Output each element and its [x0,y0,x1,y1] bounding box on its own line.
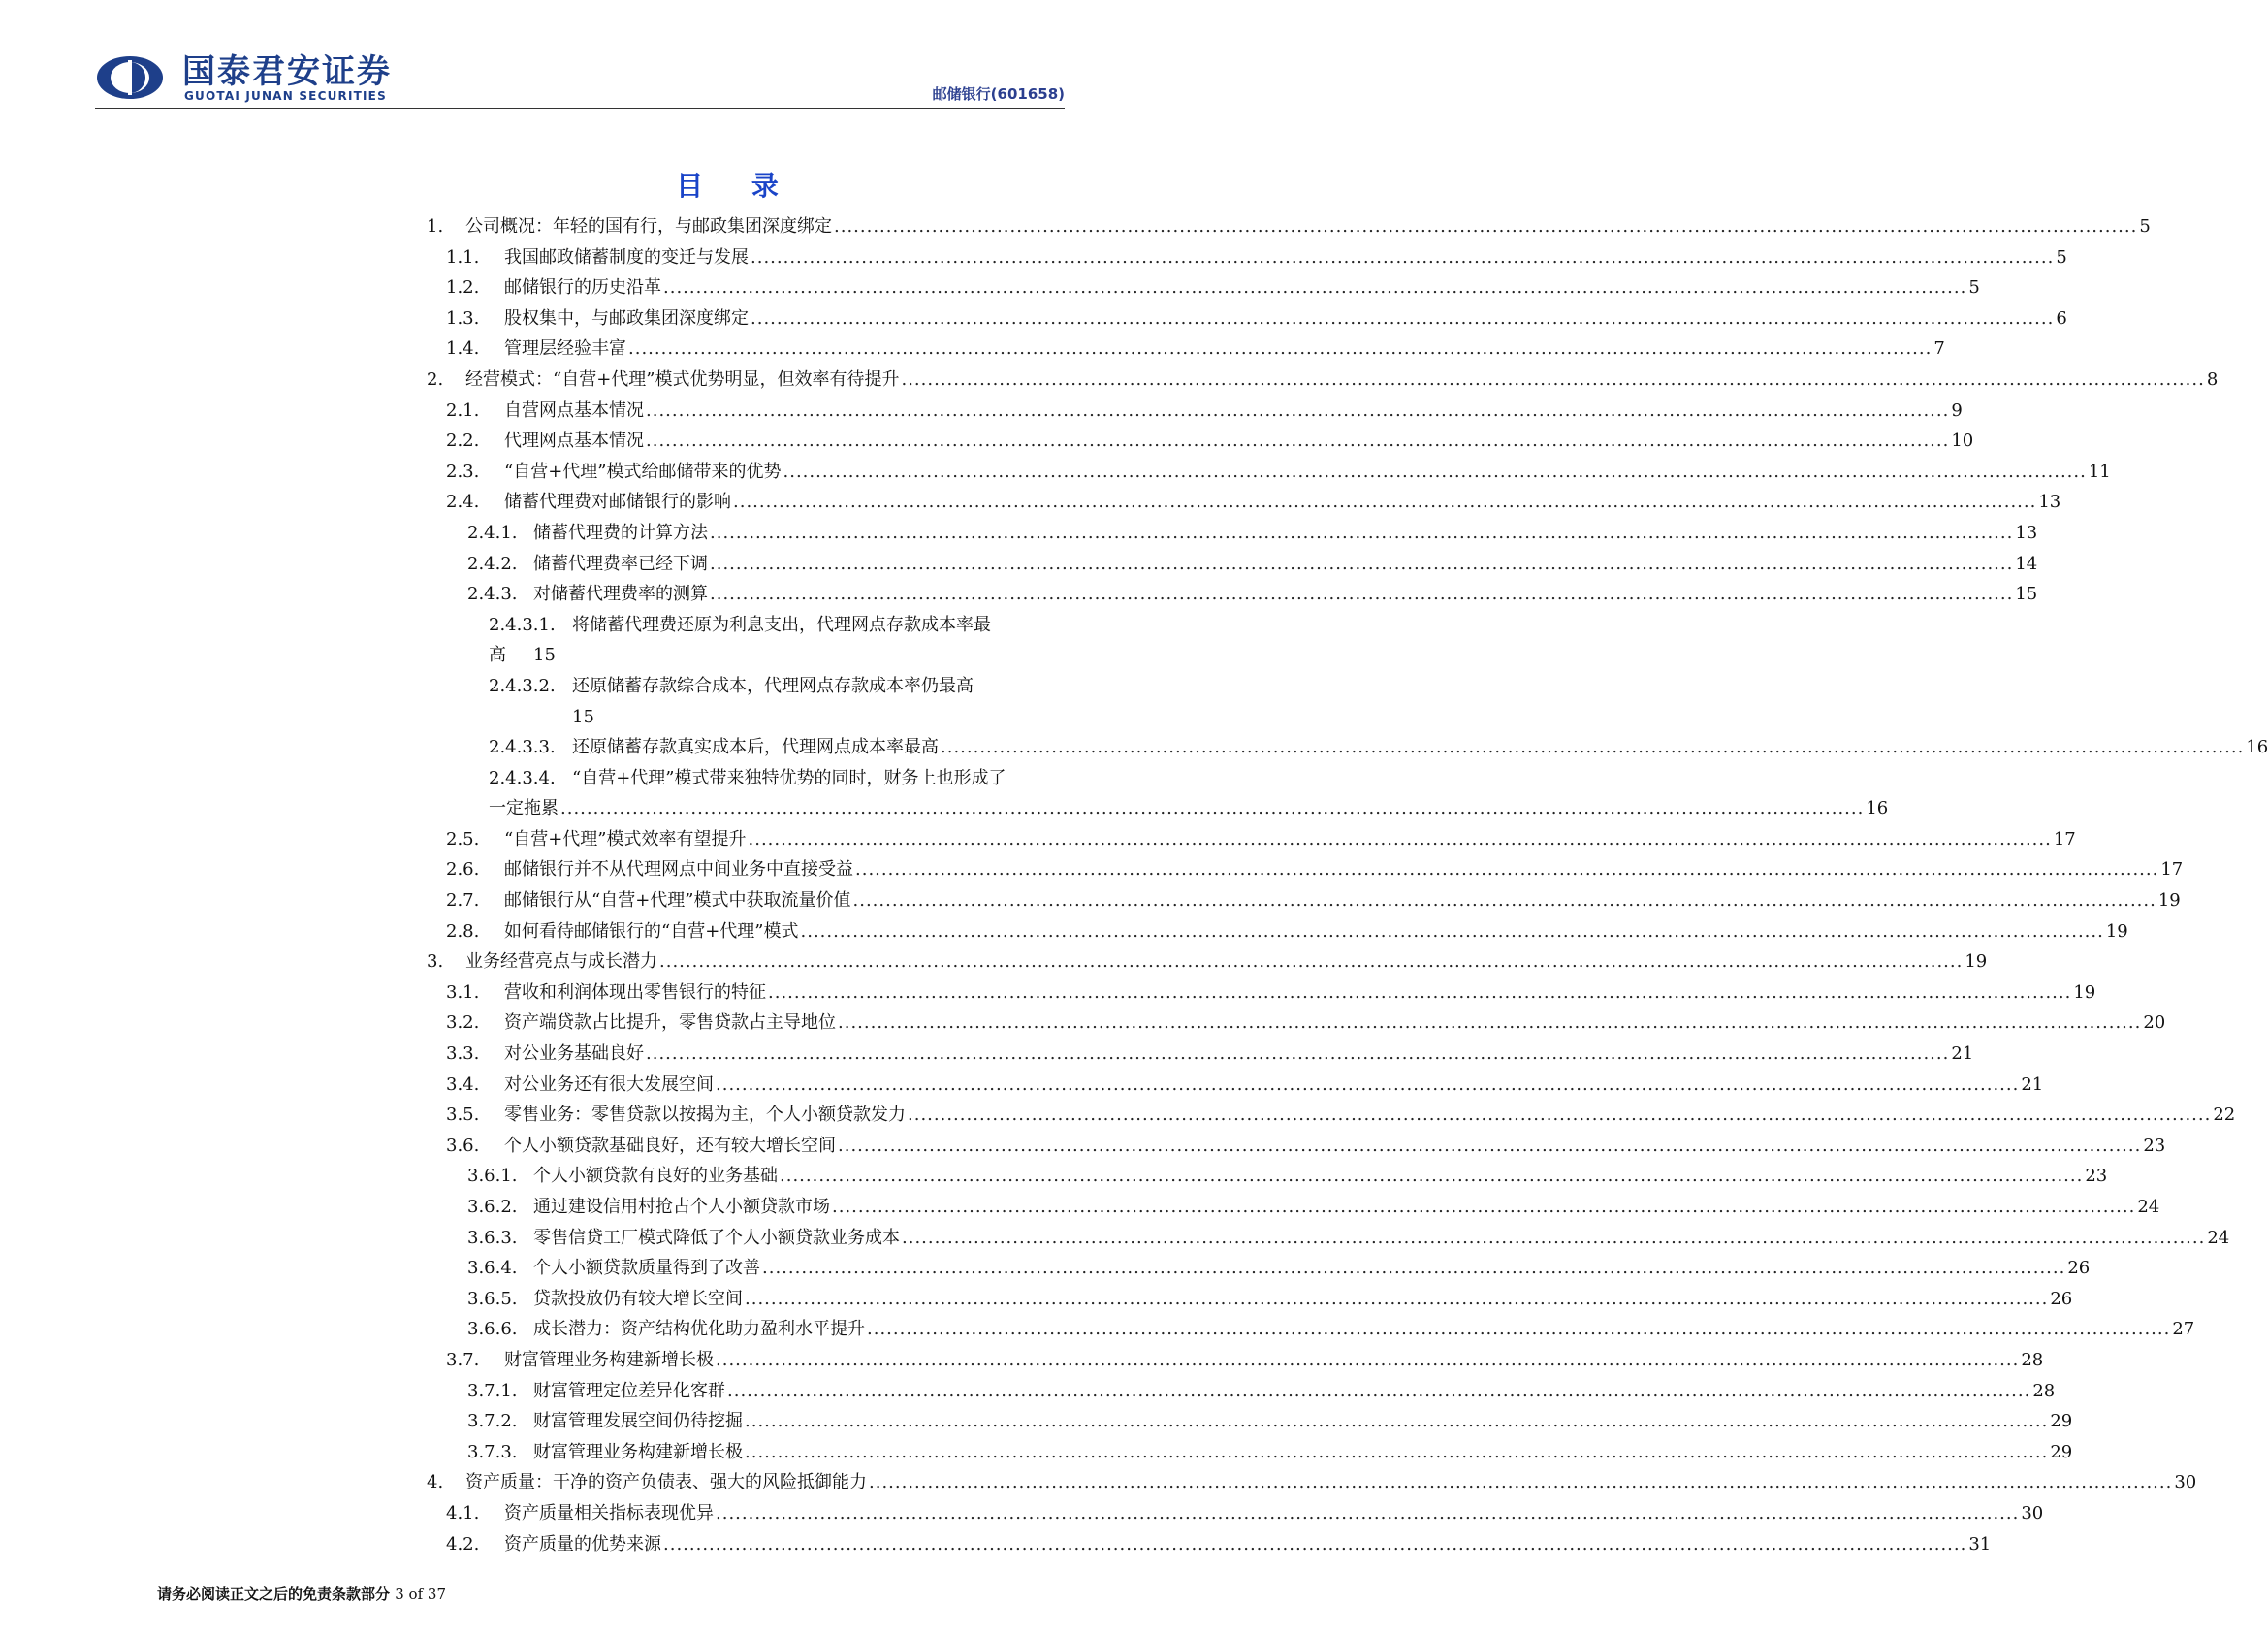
toc-entry-number: 3.6.3. [467,1227,518,1248]
toc-leader-dots [838,1008,2141,1039]
toc-entry-page: 24 [2137,1197,2160,1217]
toc-leader-dots [663,272,1966,304]
footer-disclaimer: 请务必阅读正文之后的免责条款部分 [157,1585,391,1603]
toc-entry[interactable] [427,1314,2195,1345]
toc-entry-number: 3.1. [446,981,480,1003]
toc-leader-dots [855,854,2158,885]
toc-entry-number: 1.2. [446,277,480,299]
toc-entry-page: 13 [2015,522,2038,543]
toc-entry-text: 财富管理定位差异化客群 [533,1380,725,1401]
toc-entry-text-cont: 高 [489,645,506,666]
toc-entry-text: 股权集中，与邮政集团深度绑定 [504,307,749,329]
toc-entry-text: 代理网点基本情况 [504,431,644,452]
toc-entry-page: 9 [1951,400,1963,421]
toc-entry-page: 15 [533,645,556,666]
toc-entry-page: 26 [2067,1258,2091,1279]
toc-entry-text: 储蓄代理费对邮储银行的影响 [504,492,731,513]
header-divider [95,108,1065,109]
toc-entry-number: 2.4.2. [467,553,518,574]
toc-leader-dots [646,1039,1949,1070]
toc-entry[interactable] [427,854,2184,885]
toc-entry-number: 3.5. [446,1105,480,1126]
toc-entry-text: 将储蓄代理费还原为利息支出，代理网点存款成本率最 [572,614,991,635]
toc-entry-number: 4.1. [446,1502,480,1523]
toc-entry-number: 3.6.1. [467,1166,518,1187]
toc-entry[interactable] [427,1284,2073,1315]
toc-entry-text: 如何看待邮储银行的“自营+代理”模式 [504,920,799,942]
toc-entry[interactable] [427,977,2096,1009]
toc-entry-number: 2.4.3. [467,584,518,605]
toc-entry-page: 19 [2105,920,2128,942]
toc-entry-text: “自营+代理”模式带来独特优势的同时，财务上也形成了 [572,767,1006,788]
toc-leader-dots [751,304,2054,335]
toc-entry-page: 21 [1951,1043,1974,1065]
toc-entry[interactable] [427,518,2038,549]
toc-entry-page: 16 [2246,737,2268,758]
toc-leader-dots [838,1131,2141,1162]
footer-page-number: 3 of 37 [395,1585,446,1603]
toc-leader-dots [560,793,1864,824]
toc-entry-text: 管理层经验丰富 [504,338,626,360]
toc-entry-number: 1.1. [446,246,480,268]
toc-entry-page: 29 [2050,1441,2073,1462]
toc-entry-page: 28 [2021,1349,2044,1370]
toc-entry[interactable] [427,457,2111,488]
toc-entry-number: 2.4.3.3. [489,737,556,758]
toc-entry-number: 3.6.4. [467,1258,518,1279]
toc-entry-page: 10 [1951,431,1974,452]
toc-entry[interactable] [427,272,1980,304]
toc-entry-text: 财富管理业务构建新增长极 [533,1441,743,1462]
toc-leader-dots [710,549,2013,580]
toc-entry[interactable] [427,1467,2197,1498]
toc-leader-dots [745,1437,2048,1468]
toc-entry-number: 3.7.2. [467,1411,518,1432]
toc-entry-number: 3. [427,951,444,973]
toc-entry-text: 个人小额贷款有良好的业务基础 [533,1166,778,1187]
toc-entry[interactable] [427,1192,2160,1223]
toc-entry-number: 4.2. [446,1533,480,1554]
toc-entry-number: 3.4. [446,1073,480,1095]
toc-entry-page: 30 [2021,1502,2044,1523]
toc-entry-text: 资产端贷款占比提升，零售贷款占主导地位 [504,1012,836,1034]
toc-entry-page: 23 [2143,1135,2166,1156]
toc-entry-text: 邮储银行并不从代理网点中间业务中直接受益 [504,859,853,881]
logo-chinese-name: 国泰君安证券 [182,52,392,91]
toc-entry[interactable] [427,1008,2166,1039]
toc-entry-text: 资产质量：干净的资产负债表、强大的风险抵御能力 [465,1472,867,1493]
toc-leader-dots [941,732,2244,763]
toc-entry[interactable] [427,334,1945,365]
toc-entry-page: 20 [2143,1012,2166,1034]
toc-entry-number: 2.4.3.2. [489,675,556,696]
toc-entry-text: 自营网点基本情况 [504,400,644,421]
toc-entry[interactable] [427,1406,2073,1437]
toc-entry-page: 5 [2056,246,2067,268]
toc-entry-text-cont: 一定拖累 [489,798,559,819]
toc-entry-number: 3.6.5. [467,1288,518,1309]
toc-entry-page: 16 [1866,798,1889,819]
toc-entry-number: 3.6.6. [467,1319,518,1340]
toc-entry[interactable] [427,1376,2056,1407]
toc-leader-dots [902,1223,2205,1254]
toc-leader-dots [853,885,2156,916]
toc-entry-text: 个人小额贷款基础良好，还有较大增长空间 [504,1135,836,1156]
toc-entry-page: 31 [1968,1533,1992,1554]
toc-entry-number: 2.4.3.1. [489,614,556,635]
toc-entry-page: 28 [2032,1380,2056,1401]
toc-entry-number: 3.6. [446,1135,480,1156]
toc-entry[interactable] [427,426,1974,457]
toc-leader-dots [869,1467,2172,1498]
toc-entry[interactable] [427,732,2268,763]
toc-entry-page: 14 [2015,553,2038,574]
toc-entry-text: 还原储蓄存款综合成本，代理网点存款成本率仍最高 [572,675,974,696]
toc-entry-page: 17 [2053,828,2076,849]
toc-entry-number: 2.7. [446,890,480,912]
toc-entry[interactable] [427,916,2128,947]
toc-entry[interactable] [427,1498,2044,1529]
toc-entry-number: 3.7.1. [467,1380,518,1401]
toc-entry-text: 业务经营亮点与成长潜力 [465,951,657,973]
toc-entry[interactable] [427,885,2181,916]
toc-entry-number: 2.6. [446,859,480,881]
toc-entry[interactable] [427,1253,2091,1284]
toc-leader-dots [663,1529,1966,1560]
toc-entry-number: 2.2. [446,431,480,452]
toc-leader-dots [710,518,2013,549]
toc-leader-dots [646,396,1949,427]
toc-entry-number: 1. [427,216,444,237]
toc-entry-page: 22 [2213,1105,2236,1126]
toc-entry[interactable] [427,1223,2230,1254]
toc-entry-text: 零售信贷工厂模式降低了个人小额贷款业务成本 [533,1227,900,1248]
toc-leader-dots [659,946,1963,977]
toc-entry-page: 23 [2085,1166,2108,1187]
toc-entry-text: “自营+代理”模式给邮储带来的优势 [504,461,782,482]
toc-entry-page: 29 [2050,1411,2073,1432]
toc-entry[interactable] [427,946,1988,977]
toc-entry-text: 经营模式：“自营+代理”模式优势明显，但效率有待提升 [465,368,900,390]
toc-leader-dots [745,1284,2048,1315]
toc-entry-text: 还原储蓄存款真实成本后，代理网点成本率最高 [572,737,939,758]
toc-leader-dots [733,487,2036,518]
toc-entry[interactable] [427,1437,2073,1468]
toc-entry-number: 3.7. [446,1349,480,1370]
toc-entry[interactable] [427,1039,1974,1070]
toc-leader-dots [716,1498,2019,1529]
toc-entry-text: 零售业务：零售贷款以按揭为主，个人小额贷款发力 [504,1105,906,1126]
toc-leader-dots [710,579,2013,610]
toc-entry-text: 我国邮政储蓄制度的变迁与发展 [504,246,749,268]
toc-entry[interactable] [427,1345,2044,1376]
toc-entry-page: 19 [1965,951,1988,973]
toc-entry-number: 2.4.1. [467,522,518,543]
toc-entry[interactable] [427,1529,1992,1560]
page-footer [157,1584,446,1604]
toc-entry-page: 7 [1933,338,1945,360]
toc-entry-page: 15 [2015,584,2038,605]
toc-leader-dots [646,426,1949,457]
toc-entry-number: 2.3. [446,461,480,482]
table-of-contents [427,211,2268,1559]
toc-entry[interactable] [427,487,2061,518]
toc-entry-text: 对储蓄代理费率的测算 [533,584,708,605]
toc-entry-text: 对公业务还有很大发展空间 [504,1073,714,1095]
toc-leader-dots [783,457,2087,488]
toc-leader-dots [762,1253,2065,1284]
toc-entry-page: 17 [2160,859,2184,881]
toc-entry[interactable] [427,211,2151,242]
toc-leader-dots [628,334,1932,365]
toc-entry-number: 2. [427,368,444,390]
toc-entry-text: 营收和利润体现出零售银行的特征 [504,981,766,1003]
toc-leader-dots [768,977,2071,1009]
toc-entry[interactable] [427,365,2219,396]
toc-entry[interactable] [427,396,1963,427]
toc-entry-page: 19 [2157,890,2181,912]
page-header [95,52,1065,109]
report-subject: 邮储银行(601658) [932,85,1065,103]
toc-entry-page: 5 [2139,216,2151,237]
toc-leader-dots [716,1345,2019,1376]
toc-leader-dots [901,365,2204,396]
toc-entry-text: 财富管理发展空间仍待挖掘 [533,1411,743,1432]
toc-entry-number: 3.7.3. [467,1441,518,1462]
toc-entry-page: 26 [2050,1288,2073,1309]
toc-entry[interactable] [427,1100,2236,1131]
toc-leader-dots [834,211,2137,242]
toc-entry-text: 邮储银行的历史沿革 [504,277,661,299]
toc-leader-dots [745,1406,2048,1437]
toc-entry-text: 资产质量相关指标表现优异 [504,1502,714,1523]
toc-entry-number: 3.6.2. [467,1197,518,1217]
toc-entry-text: 成长潜力：资产结构优化助力盈利水平提升 [533,1319,865,1340]
toc-entry-text: “自营+代理”模式效率有望提升 [504,828,747,849]
toc-entry[interactable] [427,1161,2108,1192]
toc-entry-page: 19 [2073,981,2096,1003]
toc-entry-page: 24 [2207,1227,2230,1248]
toc-entry[interactable] [427,824,2076,855]
toc-entry-page: 30 [2174,1472,2197,1493]
toc-entry-page: 5 [1968,277,1980,299]
toc-entry[interactable] [427,1131,2166,1162]
toc-entry-number: 2.4. [446,492,480,513]
toc-entry[interactable] [427,610,1067,671]
toc-leader-dots [780,1161,2083,1192]
toc-entry-page: 21 [2021,1073,2044,1095]
toc-entry-number: 3.2. [446,1012,480,1034]
toc-entry-text: 贷款投放仍有较大增长空间 [533,1288,743,1309]
toc-entry[interactable] [427,763,1889,824]
toc-entry-text: 储蓄代理费率已经下调 [533,553,708,574]
toc-entry-number: 2.8. [446,920,480,942]
toc-entry-number: 2.4.3.4. [489,767,556,788]
toc-leader-dots [727,1376,2030,1407]
toc-entry-number: 2.1. [446,400,480,421]
toc-entry-page: 11 [2088,461,2111,482]
toc-entry-page: 15 [572,706,594,727]
toc-leader-dots [908,1100,2211,1131]
logo-english-name: GUOTAI JUNAN SECURITIES [184,89,387,103]
toc-leader-dots [832,1192,2135,1223]
toc-leader-dots [867,1314,2170,1345]
toc-leader-dots [751,242,2054,273]
toc-entry[interactable] [427,549,2038,580]
toc-entry[interactable] [427,304,2067,335]
toc-entry-text: 公司概况：年轻的国有行，与邮政集团深度绑定 [465,216,832,237]
toc-entry-text: 资产质量的优势来源 [504,1533,661,1554]
toc-entry[interactable] [427,1070,2044,1101]
toc-title: 目 录 [676,170,798,202]
toc-entry-text: 通过建设信用村抢占个人小额贷款市场 [533,1197,830,1217]
toc-entry-page: 27 [2172,1319,2195,1340]
toc-entry-number: 2.5. [446,828,480,849]
toc-entry-page: 8 [2206,368,2219,390]
toc-entry[interactable] [427,671,1067,732]
toc-entry-text: 财富管理业务构建新增长极 [504,1349,714,1370]
toc-entry-text: 储蓄代理费的计算方法 [533,522,708,543]
toc-entry-number: 3.3. [446,1043,480,1065]
toc-leader-dots [801,916,2104,947]
toc-entry-number: 4. [427,1472,444,1493]
toc-entry[interactable] [427,242,2067,273]
toc-leader-dots [749,824,2052,855]
toc-entry-page: 6 [2056,307,2067,329]
toc-entry-page: 13 [2038,492,2061,513]
company-logo-icon [95,54,165,101]
toc-entry-text: 对公业务基础良好 [504,1043,644,1065]
toc-leader-dots [716,1070,2019,1101]
toc-entry-number: 1.3. [446,307,480,329]
toc-entry-number: 1.4. [446,338,480,360]
toc-entry-text: 邮储银行从“自营+代理”模式中获取流量价值 [504,890,851,912]
toc-entry[interactable] [427,579,2038,610]
toc-entry-text: 个人小额贷款质量得到了改善 [533,1258,760,1279]
